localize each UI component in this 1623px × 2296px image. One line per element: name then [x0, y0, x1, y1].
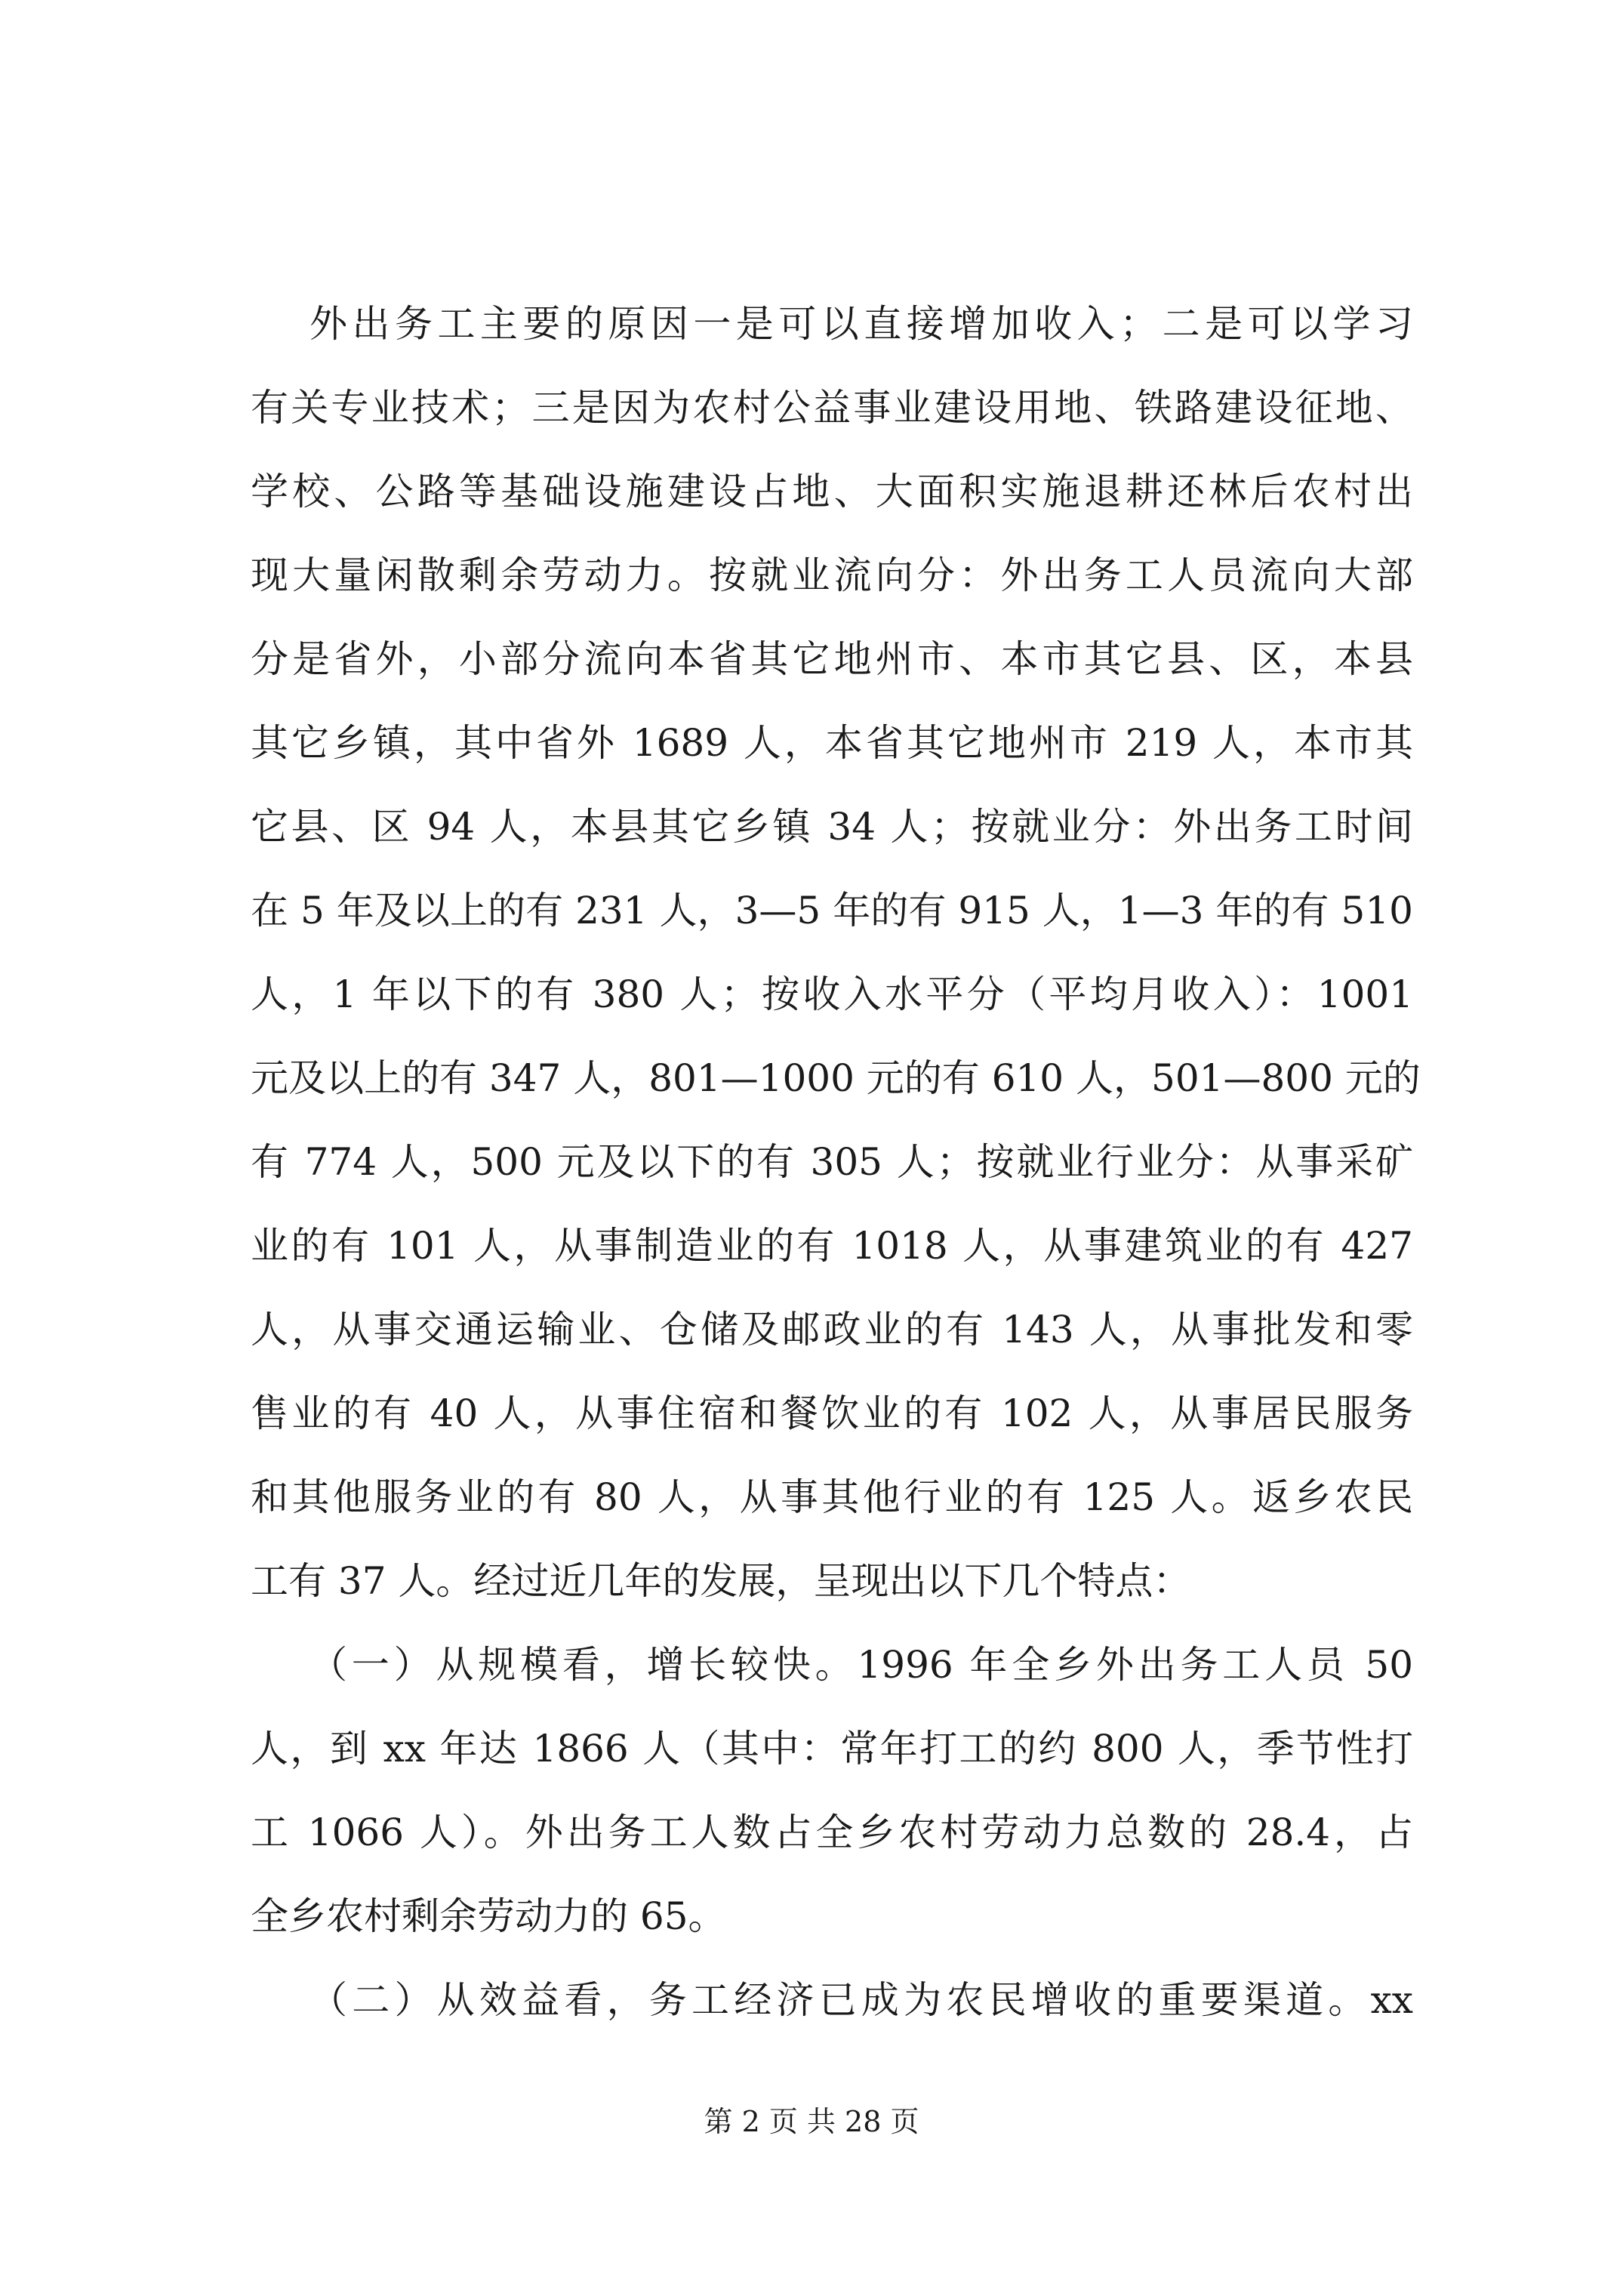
text-line: （一）从规模看，增长较快。1996 年全乡外出务工人员 50 — [310, 1643, 1413, 1687]
text-line: 人，到 xx 年达 1866 人（其中：常年打工的约 800 人，季节性打 — [251, 1727, 1413, 1771]
text-line: 分是省外，小部分流向本省其它地州市、本市其它县、区，本县 — [251, 637, 1413, 681]
text-line: 售业的有 40 人，从事住宿和餐饮业的有 102 人，从事居民服务 — [251, 1391, 1413, 1435]
text-line: 有关专业技术；三是因为农村公益事业建设用地、铁路建设征地、 — [251, 386, 1413, 430]
text-line: 和其他服务业的有 80 人，从事其他行业的有 125 人。返乡农民 — [251, 1475, 1413, 1519]
text-line: 人，1 年以下的有 380 人；按收入水平分（平均月收入）：1001 — [251, 972, 1413, 1016]
page-footer: 第 2 页 共 28 页 — [704, 2105, 919, 2138]
text-line: 外出务工主要的原因一是可以直接增加收入；二是可以学习 — [310, 302, 1413, 346]
text-line: 在 5 年及以上的有 231 人，3—5 年的有 915 人，1—3 年的有 510 — [251, 889, 1413, 932]
text-line: 人，从事交通运输业、仓储及邮政业的有 143 人，从事批发和零 — [251, 1308, 1413, 1351]
text-line: 业的有 101 人，从事制造业的有 1018 人，从事建筑业的有 427 — [251, 1224, 1413, 1268]
text-line: 工 1066 人）。外出务工人数占全乡农村劳动力总数的 28.4，占 — [251, 1811, 1413, 1854]
text-line: 现大量闲散剩余劳动力。按就业流向分：外出务工人员流向大部 — [251, 553, 1413, 597]
text-line: 元及以上的有 347 人，801—1000 元的有 610 人，501—800 元的 — [251, 1056, 1421, 1100]
text-line: 学校、公路等基础设施建设占地、大面积实施退耕还林后农村出 — [251, 470, 1413, 513]
text-line: 有 774 人，500 元及以下的有 305 人；按就业行业分：从事采矿 — [251, 1140, 1413, 1184]
text-line: 它县、区 94 人，本县其它乡镇 34 人；按就业分：外出务工时间 — [251, 805, 1413, 849]
text-line: 全乡农村剩余劳动力的 65。 — [251, 1894, 726, 1938]
text-line: 工有 37 人。经过近几年的发展，呈现出以下几个特点： — [251, 1559, 1191, 1603]
text-line: 其它乡镇，其中省外 1689 人，本省其它地州市 219 人，本市其 — [251, 721, 1413, 765]
text-line: （二）从效益看，务工经济已成为农民增收的重要渠道。xx — [310, 1978, 1413, 2022]
